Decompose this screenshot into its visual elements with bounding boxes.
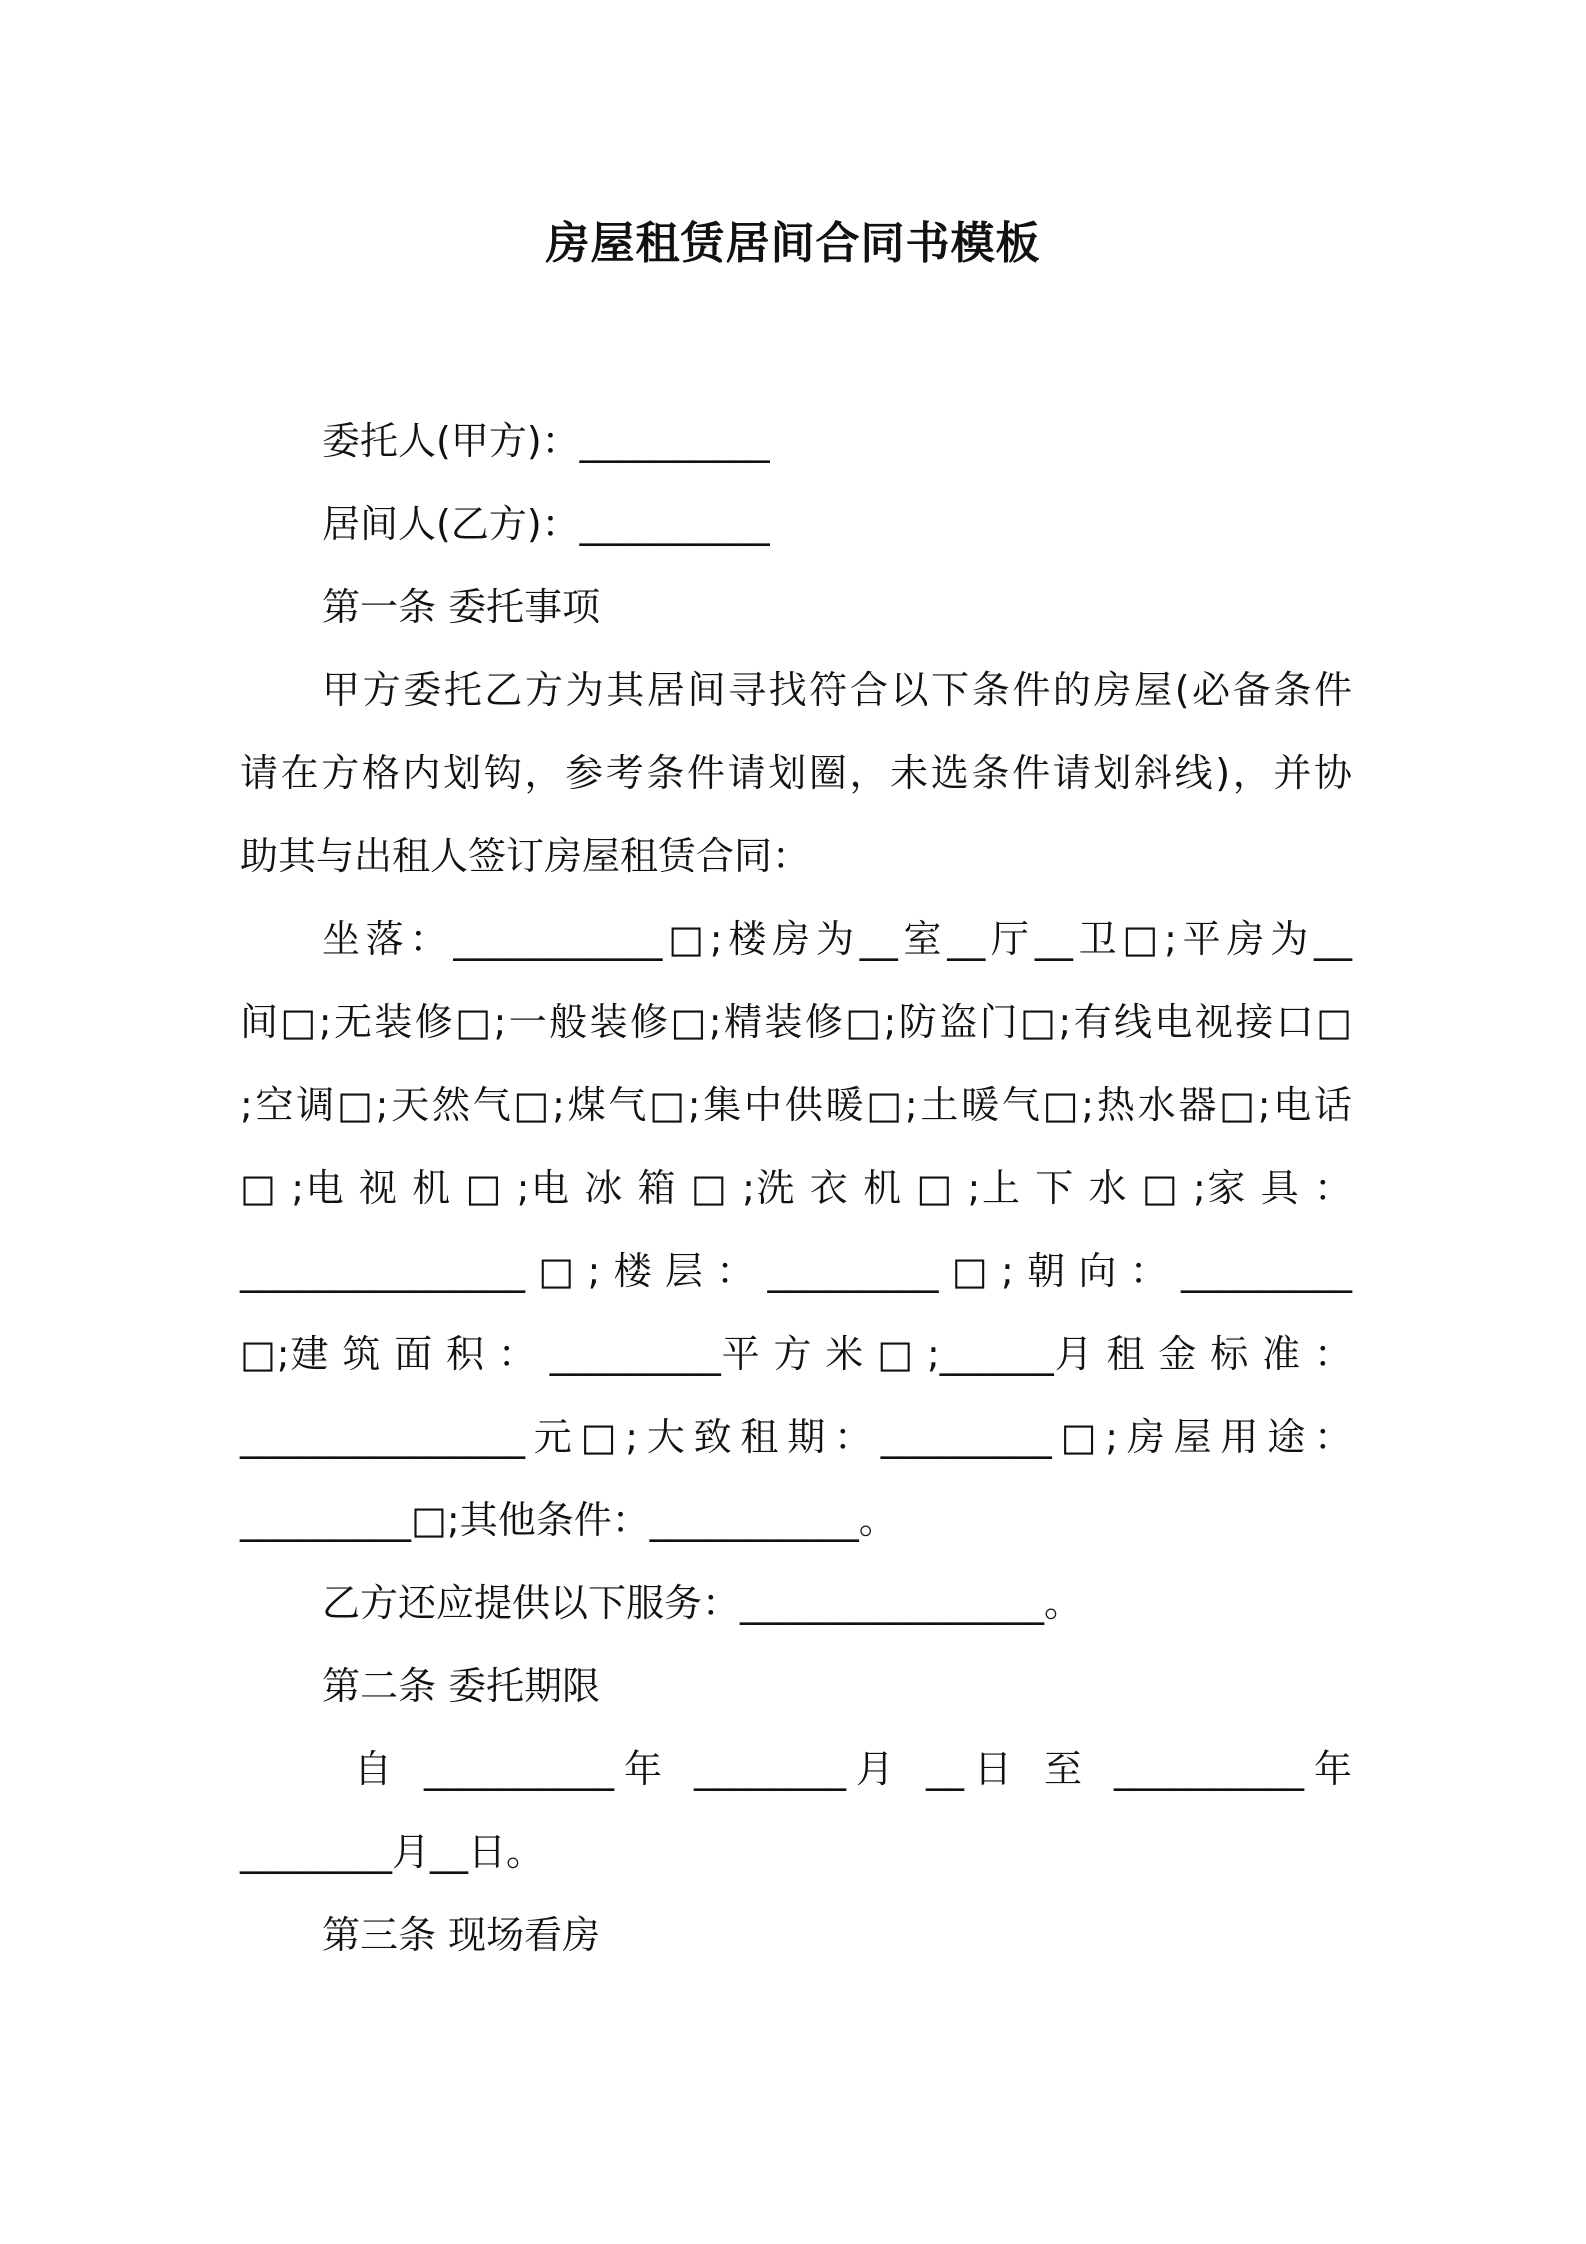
conditions-line: 坐落：___________□;楼房为__室__厅__卫□;平房为__: [322, 917, 1352, 961]
conditions-line: □ ;电 视 机 □ ;电 冰 箱 □ ;洗 衣 机 □ ;上 下 水 □ ;家 具 ：: [240, 1166, 1352, 1210]
conditions-line: ;空调□;天然气□;煤气□;集中供暖□;土暖气□;热水器□;电话: [240, 1083, 1352, 1127]
term-line: ________月__日。: [240, 1830, 545, 1874]
article-3-heading: 第三条 现场看房: [322, 1913, 601, 1957]
article-1-heading: 第一条 委托事项: [322, 585, 601, 629]
services-line: 乙方还应提供以下服务：________________。: [322, 1581, 1083, 1625]
conditions-line: _________□;其他条件：___________。: [240, 1498, 897, 1542]
conditions-line: □;建 筑 面 积 ： _________平 方 米 □ ;______月 租 金 标 准 ：: [240, 1332, 1352, 1376]
document-title: 房屋租赁居间合同书模板: [545, 218, 1041, 269]
party-a-line: 委托人(甲方)：__________: [322, 419, 770, 463]
article-2-heading: 第二条 委托期限: [322, 1664, 601, 1708]
term-line: 自 __________年 ________月 __日 至 __________年: [354, 1747, 1352, 1791]
article-1-paragraph-line: 助其与出租人签订房屋租赁合同：: [240, 834, 811, 878]
article-1-paragraph-line: 甲方委托乙方为其居间寻找符合以下条件的房屋(必备条件: [322, 668, 1352, 712]
party-b-line: 居间人(乙方)：__________: [322, 502, 770, 546]
document-body: [240, 400, 1352, 1977]
conditions-line: 间□;无装修□;一般装修□;精装修□;防盗门□;有线电视接口□: [240, 1000, 1352, 1044]
conditions-line: _______________元□;大致租期：_________□;房屋用途：: [240, 1415, 1352, 1459]
article-1-paragraph-line: 请在方格内划钩，参考条件请划圈，未选条件请划斜线)，并协: [240, 751, 1352, 795]
conditions-line: _______________□;楼层：_________□;朝向：_________: [240, 1249, 1352, 1293]
